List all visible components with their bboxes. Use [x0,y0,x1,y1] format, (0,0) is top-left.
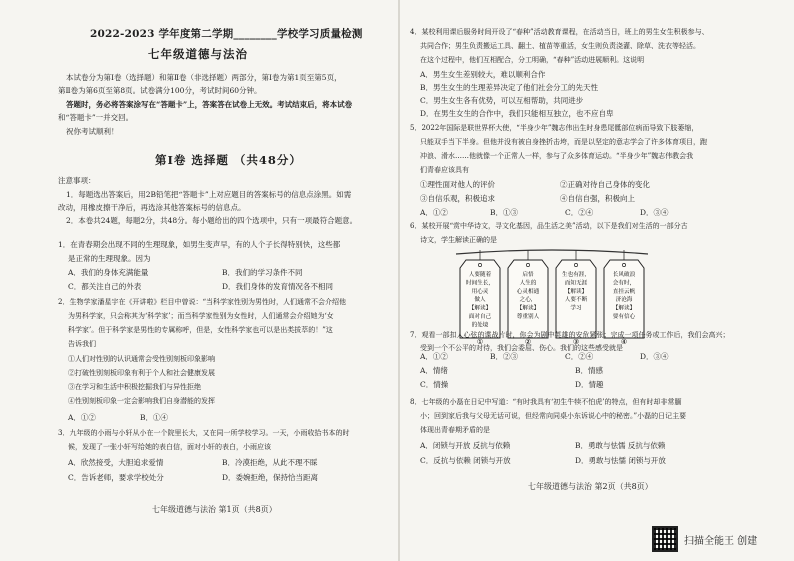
q3-option-a: A．欣然接受，大胆追求爱情 [68,458,164,467]
qr-code-icon [652,526,678,552]
q6-card-text: 而知无涯 [564,280,588,287]
q6-card-2 [508,250,548,344]
q1-stem-2: 是正常的生理现象。因为 [68,254,151,263]
q6-option-b: B．②③ [490,352,519,361]
q6-card-text: 【解读】 [612,305,636,312]
q8-stem-3: 体现出青春期矛盾的是 [420,426,490,434]
footer-page-1: 七年级道德与法治 第1页（共8页） [152,505,277,514]
q6-option-d: D．③④ [640,352,669,361]
q6-card-text: 尊重别人 [516,314,540,320]
q6-card-text: 的处境 [471,322,489,329]
q2-stem-1: 2．生物学家潘星宇在《开讲啦》栏目中曾说：“当科学家性别为男性时，人们通常不会介绍他 [58,298,347,306]
q5-stem-3: 冲浪、滑水……他就像一个正常人一样，参与了众多体育运动。“半身少年”魏志伟教会我 [420,152,694,160]
q4-stem-3: 在这个过程中，他们互相配合，分工明确，“春种”活动进展顺利。这说明 [420,56,645,64]
q6-card-text: 直挂云帆 [612,288,636,295]
q5-item-4: ④自信自强，积极向上 [560,194,635,203]
q6-card-1 [460,250,500,344]
q5-stem-2: 只能双手当下半身。但他并没有被自身挫折击垮，而是以坚定的意志学会了许多体育项目，跑 [420,138,707,146]
q5-stem-1: 5．2022年国际是联世界杯大使，“半身少年”魏志伟出生时身患尾骶部位病而导致下肢萎缩， [410,124,699,132]
q5-option-d: D．③④ [640,208,669,217]
q6-card-text: 面对自己 [468,314,492,320]
q6-card-text: 人生的 [519,280,537,287]
q7-stem-2: 受到一个不公平的对待，我们会委屈、伤心。我们的这些感受就是 [420,344,623,352]
q6-card-text: 【解读】 [564,288,588,295]
q5-item-1: ①理性面对他人的评价 [420,180,495,189]
q6-card-number: ② [524,338,532,344]
section-title: 第Ⅰ卷 选择题 （共48分） [155,153,302,167]
q6-card-text: 会有时， [612,280,636,287]
q1-stem-1: 1．在青春期会出现不同的生理现象，如男生变声早，有的人个子长得特别快，这些都 [58,240,341,249]
q2-stem-3: 科学家’。但于科学家是男性的专属称呼，但是，女性科学家也可以是出类拔萃的！”这 [68,326,333,334]
q2-item-2: ②打破性别刻板印象有利于个人和社会健康发展 [68,369,215,377]
q6-stem-1: 6．某校开展“赏中华诗文，寻文化基因，品生活之美”活动，以下是我们对生活的一部分古 [410,222,688,230]
q6-card-text: 要有信心 [612,314,636,320]
q7-stem-1: 7．观看一部扣人心弦的谍战片时，你会为剧中英雄的安危紧张；完成一项任务或工作后，我们会高兴； [410,331,730,339]
q7-option-d: D．情趣 [575,380,604,389]
q3-stem-2: 候，发现了一张小轩写给她的表白信，面对小轩的表白，小雨应该 [68,443,271,451]
intro-line-2: 第Ⅱ卷为第6页至第8页。试卷满分100分，考试时间60分钟。 [58,86,262,95]
q4-stem-2: 共同合作；男生负责搬运工具、翻土、植苗等重活，女生则负责浇灌、除草、洗衣等轻活。 [420,42,700,50]
q6-card-3 [556,250,596,344]
note-3: 2．本卷共24题，每题2分，共48分。每小题给出的四个选项中，只有一项最符合题意。 [66,216,358,225]
q1-option-b: B．我们的学习条件不同 [222,268,303,277]
q1-option-c: C．都关注自己的外表 [68,282,142,291]
hanging-string [456,250,648,254]
q6-option-c: C．②④ [565,352,594,361]
q6-card-text: 用心灵 [471,288,489,295]
q3-stem-1: 3．九年级的小雨与小轩从小在一个院里长大，又在同一所学校学习。一天，小雨收拾书本的时 [58,429,350,437]
q7-option-b: B．情感 [575,366,604,375]
note-2: 改动，用橡皮擦干净后，再选涂其他答案标号的信息点。 [58,203,246,212]
q3-option-d: D．委婉拒绝，保持恰当距离 [222,473,319,482]
q4-option-c: C．男生女生各有优势，可以互相帮助，共同进步 [420,96,584,105]
q2-item-3: ③在学习和生活中积极挖掘我们与异性拒绝 [68,383,201,391]
q2-option-b: B．①④ [140,413,169,422]
q5-stem-4: 们青春应该具有 [420,166,469,174]
q3-option-b: B．冷漠拒绝，从此不理不睬 [222,458,318,467]
q6-option-a: A．①② [420,352,448,361]
q8-option-a: A．闭锁与开放 反抗与依赖 [420,441,511,450]
q6-card-text: 【解读】 [516,305,540,312]
q5-option-c: C．②④ [565,208,594,217]
q8-option-d: D．勇敢与怯懦 闭锁与开放 [575,456,666,465]
q6-card-text: 学习 [570,305,582,312]
intro-line-4: 和“答题卡”一并交回。 [58,113,134,122]
q3-option-c: C．告诉老师，要求学校处分 [68,473,164,482]
scanner-watermark: 扫描全能王 创建 [684,536,758,547]
q2-stem-2: 为男科学家，只会称其为‘科学家’；而当科学家性别为女性时，人们通常会介绍她为‘女 [68,312,334,320]
q2-item-4: ④性别刻板印象一定会影响我们自身潜能的发挥 [68,397,215,405]
q6-card-4 [604,250,644,344]
intro-line-1: 本试卷分为第Ⅰ卷（选择题）和第Ⅱ卷（非选择题）两部分，第Ⅰ卷为第1页至第5页， [66,73,342,82]
q6-card-text: 长风破浪 [612,272,636,278]
q2-option-a: A．①② [68,413,96,422]
intro-line-5: 祝你考试顺利！ [66,127,119,136]
q1-option-a: A．我们的身体充满能量 [68,268,149,277]
q2-item-1: ①人们对性别的认识通常会受性别刻板印象影响 [68,355,215,363]
exam-subject: 七年级道德与法治 [148,47,248,61]
q5-option-b: B．①③ [490,208,519,217]
q6-card-text: 时间生长， [466,280,494,287]
q6-card-number: ① [476,338,484,344]
q8-stem-2: 小；回到家后我与父母无话可说，但经常向同桌小东诉说心中的秘密。”小磊的日记主要 [420,412,687,420]
footer-page-2: 七年级道德与法治 第2页（共8页） [528,482,653,491]
q6-card-text: 心灵相通 [516,288,540,295]
q6-card-text: 【解读】 [468,305,492,312]
q8-stem-1: 8．七年级的小磊在日记中写道：“有时我具有‘初生牛犊不怕虎’的特点，但有时却非常腼 [410,398,682,406]
q7-option-a: A．情绪 [420,366,448,375]
q6-card-text: 做人 [474,297,486,304]
exam-title: 2022-2023 学年度第二学期________学校学习质量检测 [90,28,363,40]
q5-item-2: ②正确对待自己身体的变化 [560,180,650,189]
q4-option-a: A．男生女生差别较大，难以顺利合作 [420,70,546,79]
notes-heading: 注意事项： [58,176,96,185]
q6-card-number: ③ [572,338,580,344]
page-divider [398,0,400,561]
q4-option-d: D．在男生女生的合作中，我们只能相互独立，也不应自卑 [420,109,614,118]
q6-card-number: ④ [620,338,628,344]
q6-card-text: 之心， [519,297,537,304]
q6-card-text: 人要随着 [468,272,492,278]
q1-option-d: D．我们身体的发育情况各不相同 [222,282,334,291]
intro-line-3: 答题时，务必将答案涂写在“答题卡”上，答案答在试卷上无效。考试结束后，将本试卷 [66,100,353,109]
q8-option-b: B．勇敢与怯懦 反抗与依赖 [575,441,666,450]
q6-stem-2: 诗文，学生解读正确的是 [420,236,497,244]
q4-stem-1: 4．某校利用课后服务时间开设了“春种”活动教育课程，在活动当日，班上的男生女生积极参与、 [410,28,709,36]
q6-card-text: 济沧海 [615,297,633,304]
q5-option-a: A．①② [420,208,448,217]
q4-option-b: B．男生女生的生理差异决定了他们社会分工的先天性 [420,83,599,92]
q6-card-text: 人要不断 [564,297,588,304]
q6-card-illustration [452,244,652,344]
q7-option-c: C．情操 [420,380,449,389]
q2-stem-4: 告诉我们 [68,340,96,348]
q6-card-text: 生也有涯， [562,272,590,278]
q5-item-3: ③自信乐观，积极追求 [420,194,495,203]
q8-option-c: C．反抗与依赖 闭锁与开放 [420,456,511,465]
note-1: 1．每题选出答案后，用2B铅笔把“答题卡”上对应题目的答案标号的信息点涂黑。如需 [66,190,352,199]
q6-card-text: 启悟 [522,272,534,278]
